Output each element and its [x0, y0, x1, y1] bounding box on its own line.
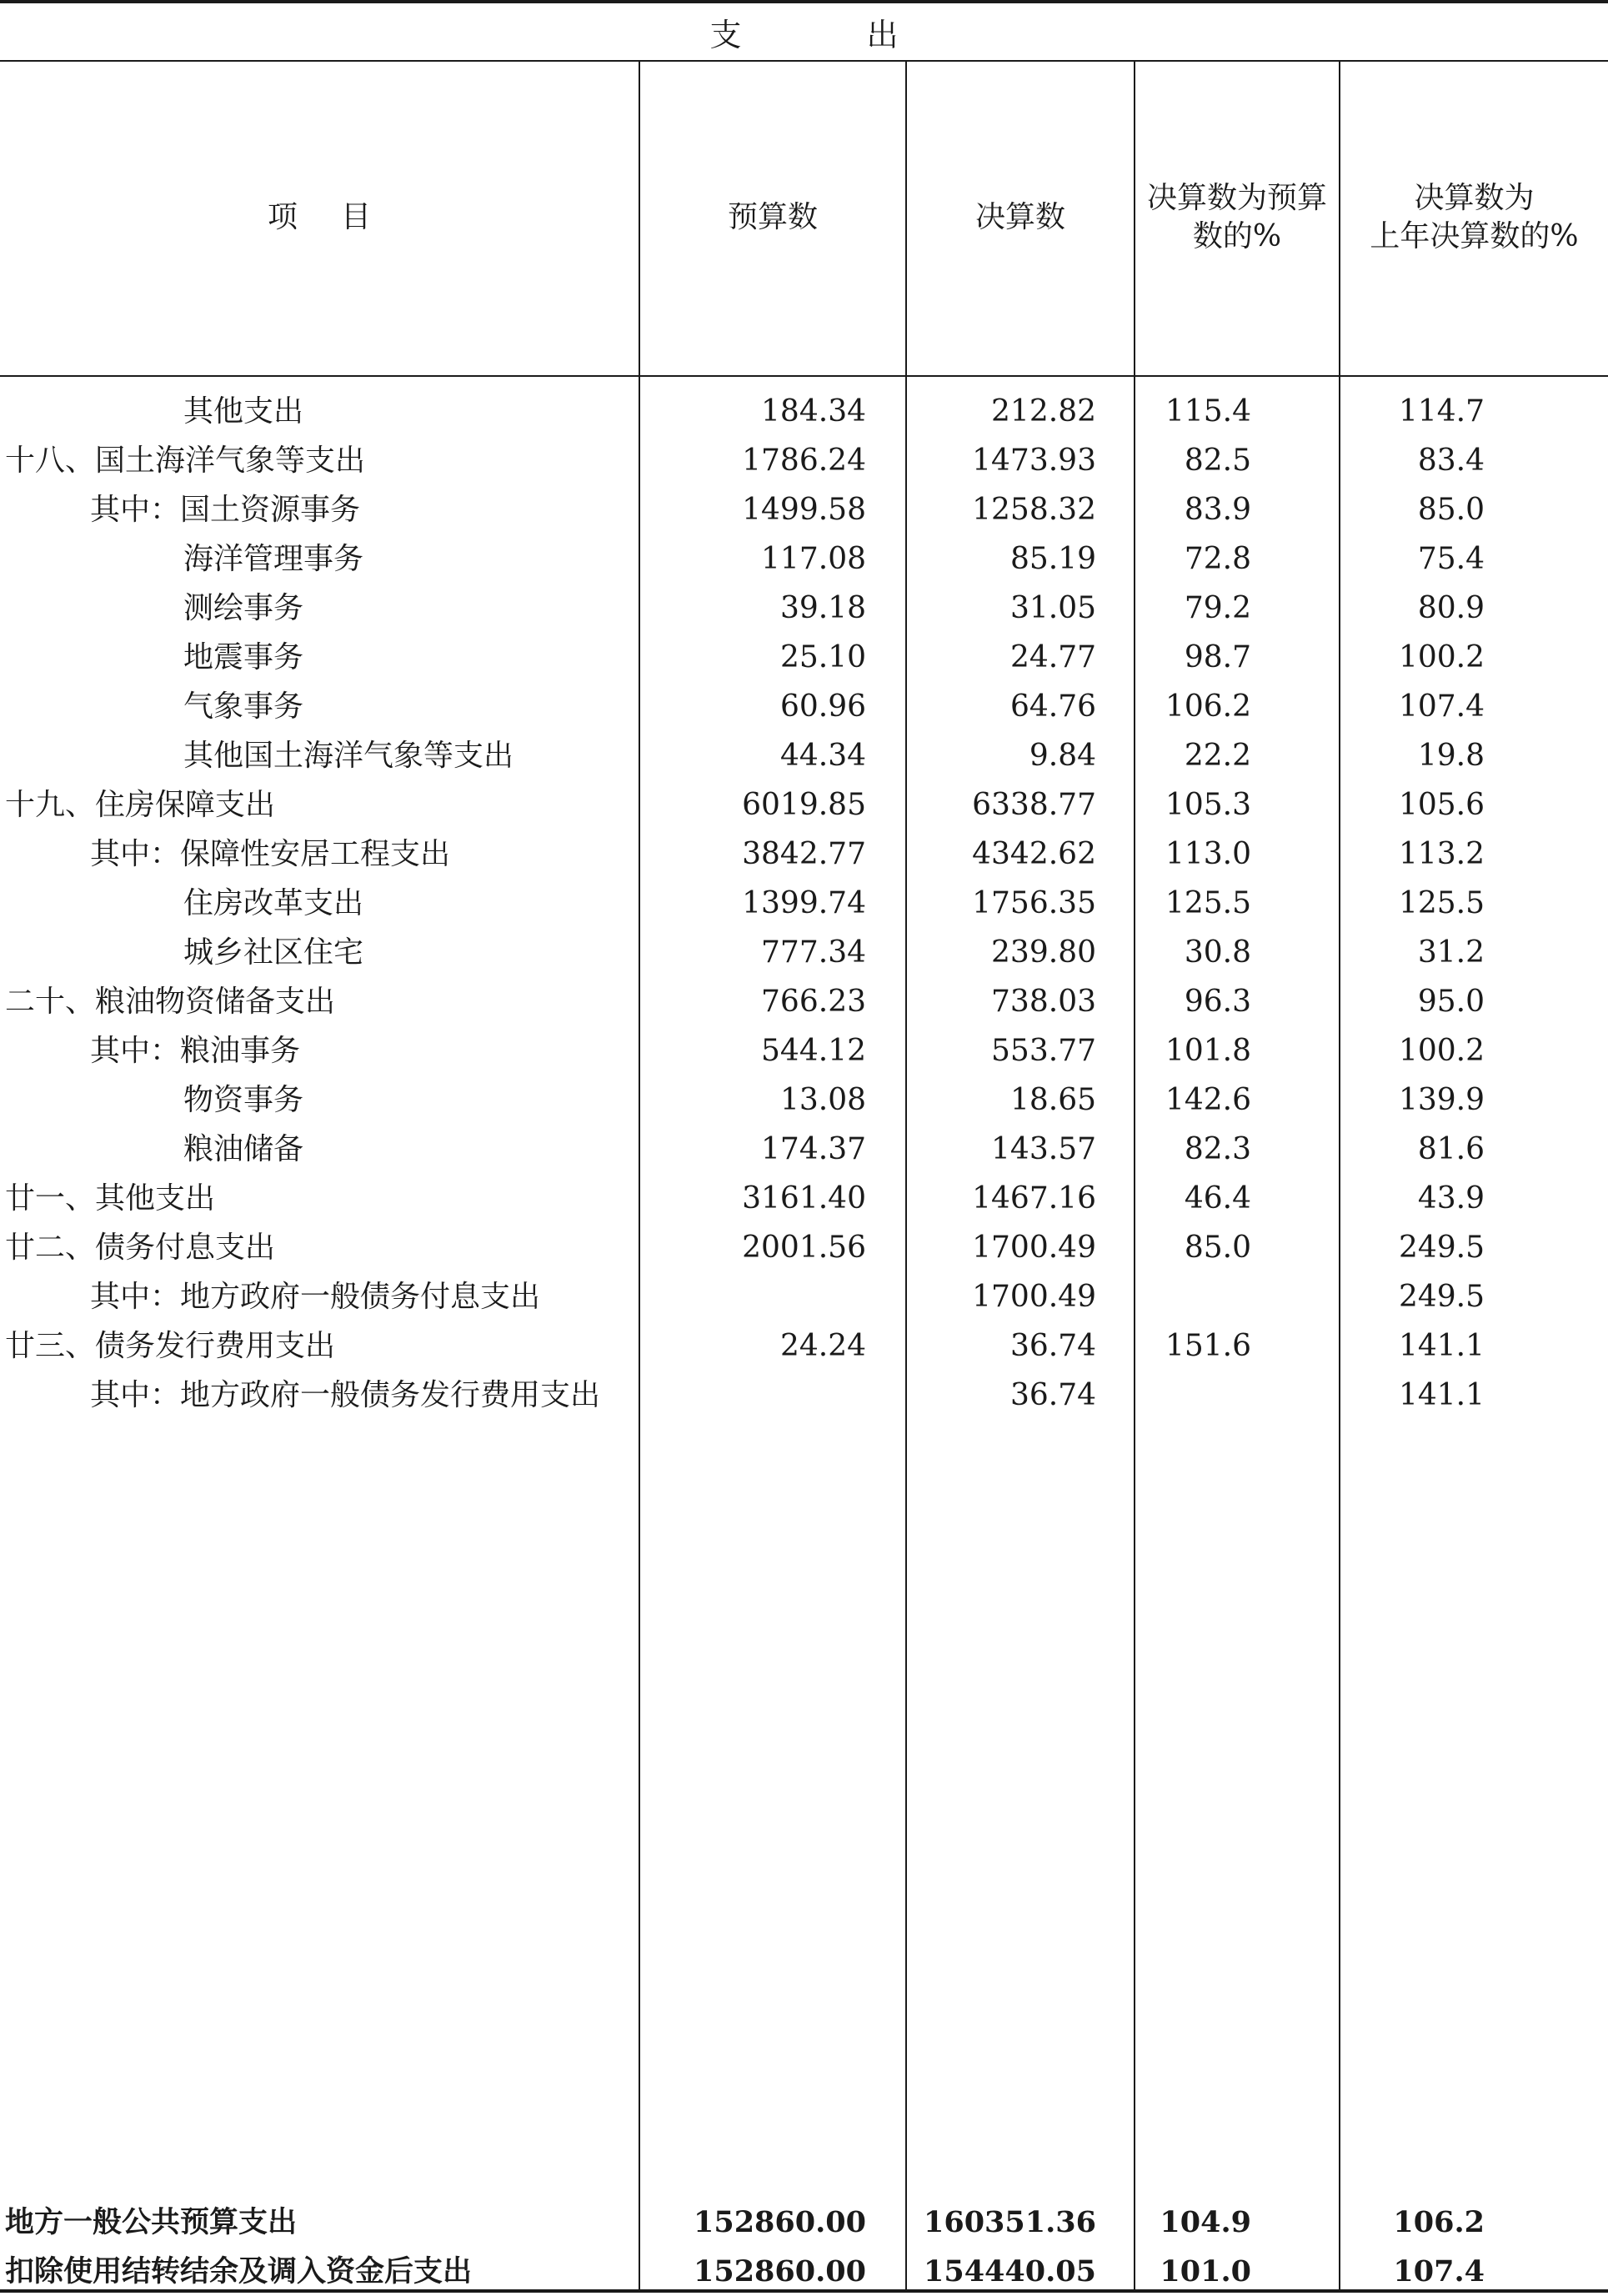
pct-of-budget-value: 79.2 [1184, 591, 1251, 625]
budget-value: 1786.24 [742, 444, 866, 478]
table-row [0, 977, 1608, 1026]
table-row [0, 584, 1608, 633]
row-label: 住房改革支出 [183, 886, 364, 920]
pct-of-last-year-value: 139.9 [1398, 1083, 1485, 1117]
pct-of-last-year-value: 85.0 [1417, 493, 1485, 527]
pct-of-last-year-value: 75.4 [1417, 542, 1485, 576]
budget-value: 766.23 [761, 985, 866, 1019]
table-row [0, 387, 1608, 436]
header-item: 项目 [267, 200, 414, 234]
final-value: 36.74 [1009, 1329, 1096, 1363]
table-row [0, 879, 1608, 928]
pct-of-last-year-value: 141.1 [1398, 1329, 1485, 1363]
row-label: 其中：地方政府一般债务付息支出 [90, 1280, 541, 1314]
table-row [0, 633, 1608, 682]
final-value: 24.77 [1009, 640, 1096, 674]
table-row [0, 1026, 1608, 1075]
row-label: 其他国土海洋气象等支出 [183, 739, 514, 773]
final-value: 1700.49 [972, 1231, 1096, 1265]
row-label: 十八、国土海洋气象等支出 [5, 444, 366, 478]
row-label: 廿三、债务发行费用支出 [5, 1329, 336, 1363]
row-label: 扣除使用结转结余及调入资金后支出 [5, 2254, 473, 2288]
table-row [0, 780, 1608, 830]
pct-of-budget-value: 85.0 [1184, 1231, 1251, 1265]
budget-value: 24.24 [779, 1329, 866, 1363]
budget-value: 152860.00 [693, 2254, 866, 2288]
final-value: 4342.62 [972, 837, 1096, 871]
row-label: 城乡社区住宅 [183, 935, 364, 970]
table-row [0, 1174, 1608, 1223]
pct-of-last-year-value: 95.0 [1417, 985, 1485, 1019]
final-value: 31.05 [1009, 591, 1096, 625]
pct-of-last-year-value: 106.2 [1393, 2205, 1485, 2239]
pct-of-last-year-value: 80.9 [1417, 591, 1485, 625]
pct-of-last-year-value: 100.2 [1398, 1034, 1485, 1068]
pct-of-budget-value: 113.0 [1165, 837, 1251, 871]
budget-value: 6019.85 [742, 788, 866, 822]
row-label: 其他支出 [183, 394, 304, 429]
final-value: 85.19 [1009, 542, 1096, 576]
header-pct-of-budget: 决算数为预算 数的% [1146, 181, 1327, 253]
budget-value: 2001.56 [742, 1231, 866, 1265]
pct-of-budget-value: 151.6 [1165, 1329, 1251, 1363]
row-label: 其中：地方政府一般债务发行费用支出 [90, 1378, 601, 1412]
pct-of-last-year-value: 83.4 [1417, 444, 1485, 478]
pct-of-budget-value: 142.6 [1165, 1083, 1251, 1117]
pct-of-budget-value: 115.4 [1165, 394, 1251, 429]
table-row [0, 830, 1608, 879]
final-value: 64.76 [1009, 689, 1096, 724]
pct-of-last-year-value: 107.4 [1398, 689, 1485, 724]
pct-of-last-year-value: 19.8 [1417, 739, 1485, 773]
table-row [0, 731, 1608, 780]
final-value: 553.77 [991, 1034, 1096, 1068]
pct-of-last-year-value: 125.5 [1398, 886, 1485, 920]
table-row [0, 1371, 1608, 1420]
pct-of-budget-value: 83.9 [1184, 493, 1251, 527]
final-value: 154440.05 [923, 2254, 1096, 2288]
final-value: 1467.16 [972, 1181, 1096, 1216]
pct-of-budget-value: 105.3 [1165, 788, 1251, 822]
final-value: 6338.77 [972, 788, 1096, 822]
row-label: 地震事务 [183, 640, 304, 674]
pct-of-budget-value: 96.3 [1184, 985, 1251, 1019]
final-value: 1756.35 [972, 886, 1096, 920]
final-value: 1473.93 [972, 444, 1096, 478]
budget-value: 60.96 [779, 689, 866, 724]
final-value: 1700.49 [972, 1280, 1096, 1314]
pct-of-last-year-value: 105.6 [1398, 788, 1485, 822]
pct-of-budget-value: 98.7 [1184, 640, 1251, 674]
table-row [0, 485, 1608, 534]
table-row [0, 1075, 1608, 1125]
pct-of-budget-value: 30.8 [1184, 935, 1251, 970]
budget-value: 184.34 [761, 394, 866, 429]
header-pct-of-last-year: 决算数为 上年决算数的% [1370, 181, 1579, 253]
row-label: 粮油储备 [183, 1132, 304, 1166]
budget-value: 152860.00 [693, 2205, 866, 2239]
budget-value: 544.12 [761, 1034, 866, 1068]
bottom-rule [0, 2289, 1608, 2293]
pct-of-budget-value: 22.2 [1184, 739, 1251, 773]
pct-of-budget-value: 104.9 [1160, 2205, 1251, 2239]
table-row [0, 436, 1608, 485]
table-row [0, 1125, 1608, 1174]
table-row [0, 1223, 1608, 1272]
table-row [0, 1272, 1608, 1321]
pct-of-last-year-value: 81.6 [1417, 1132, 1485, 1166]
table-row [0, 682, 1608, 731]
row-label: 海洋管理事务 [183, 542, 364, 576]
budget-value: 174.37 [761, 1132, 866, 1166]
budget-value: 777.34 [761, 935, 866, 970]
final-value: 9.84 [1029, 739, 1096, 773]
pct-of-last-year-value: 43.9 [1417, 1181, 1485, 1216]
final-value: 18.65 [1009, 1083, 1096, 1117]
table-row [0, 534, 1608, 584]
row-label: 测绘事务 [183, 591, 304, 625]
row-label: 气象事务 [183, 689, 304, 724]
pct-of-last-year-value: 249.5 [1398, 1231, 1485, 1265]
budget-value: 13.08 [779, 1083, 866, 1117]
pct-of-budget-value: 46.4 [1184, 1181, 1251, 1216]
final-value: 239.80 [991, 935, 1096, 970]
final-value: 212.82 [991, 394, 1096, 429]
final-value: 738.03 [991, 985, 1096, 1019]
pct-of-last-year-value: 31.2 [1417, 935, 1485, 970]
row-label: 其中：粮油事务 [90, 1034, 301, 1068]
pct-of-last-year-value: 114.7 [1398, 394, 1485, 429]
row-label: 物资事务 [183, 1083, 304, 1117]
budget-value: 117.08 [761, 542, 866, 576]
final-value: 143.57 [991, 1132, 1096, 1166]
table-row [0, 2198, 1608, 2247]
pct-of-budget-value: 106.2 [1165, 689, 1251, 724]
pct-of-budget-value: 82.5 [1184, 444, 1251, 478]
final-value: 1258.32 [972, 493, 1096, 527]
header-final: 决算数 [974, 200, 1065, 234]
row-label: 廿一、其他支出 [5, 1181, 216, 1216]
final-value: 36.74 [1009, 1378, 1096, 1412]
budget-value: 1499.58 [742, 493, 866, 527]
table-header [0, 60, 1608, 377]
section-title: 支 出 [0, 3, 1608, 62]
pct-of-last-year-value: 107.4 [1393, 2254, 1485, 2288]
budget-value: 1399.74 [742, 886, 866, 920]
row-label: 十九、住房保障支出 [5, 788, 276, 822]
pct-of-last-year-value: 249.5 [1398, 1280, 1485, 1314]
budget-value: 3842.77 [742, 837, 866, 871]
pct-of-last-year-value: 113.2 [1398, 837, 1485, 871]
row-label: 其中：保障性安居工程支出 [90, 837, 451, 871]
pct-of-budget-value: 72.8 [1184, 542, 1251, 576]
header-budget: 预算数 [727, 200, 818, 234]
budget-value: 25.10 [779, 640, 866, 674]
final-value: 160351.36 [923, 2205, 1096, 2239]
pct-of-last-year-value: 100.2 [1398, 640, 1485, 674]
pct-of-budget-value: 82.3 [1184, 1132, 1251, 1166]
table-row [0, 1321, 1608, 1371]
budget-value: 44.34 [779, 739, 866, 773]
pct-of-budget-value: 101.0 [1160, 2254, 1251, 2288]
budget-value: 39.18 [779, 591, 866, 625]
row-label: 其中：国土资源事务 [90, 493, 361, 527]
row-label: 地方一般公共预算支出 [5, 2205, 298, 2239]
budget-value: 3161.40 [742, 1181, 866, 1216]
row-label: 廿二、债务付息支出 [5, 1231, 276, 1265]
row-label: 二十、粮油物资储备支出 [5, 985, 336, 1019]
pct-of-last-year-value: 141.1 [1398, 1378, 1485, 1412]
pct-of-budget-value: 125.5 [1165, 886, 1251, 920]
table-row [0, 928, 1608, 977]
pct-of-budget-value: 101.8 [1165, 1034, 1251, 1068]
